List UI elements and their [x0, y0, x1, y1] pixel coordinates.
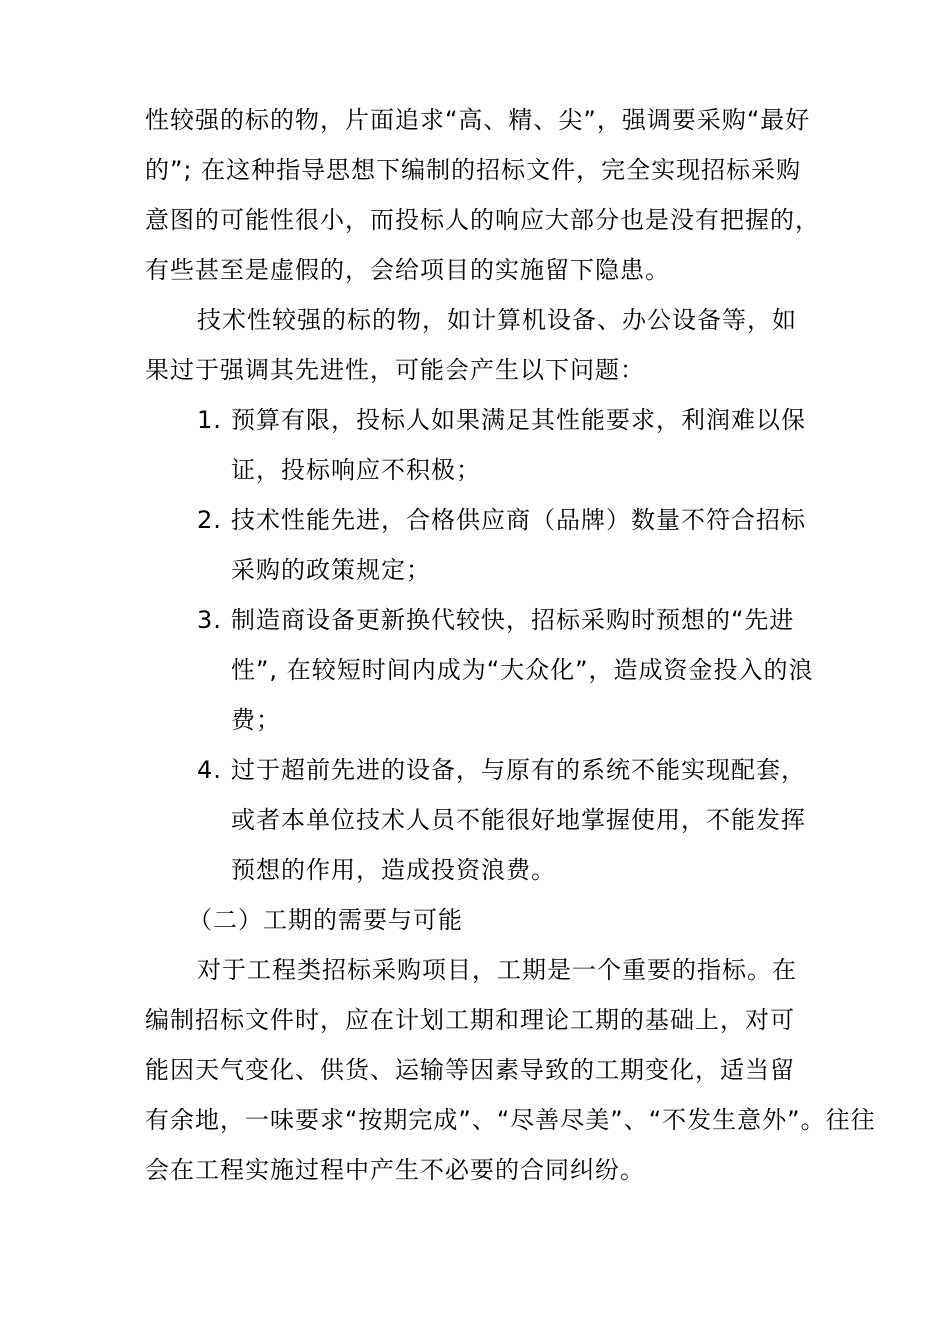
list-item-line: 过于超前先进的设备，与原有的系统不能实现配套，	[231, 756, 806, 784]
list-item-line: 预算有限，投标人如果满足其性能要求，利润难以保	[231, 406, 806, 434]
list-item-line: 预想的作用，造成投资浪费。	[231, 856, 556, 884]
list-item-number: 4.	[197, 756, 222, 784]
list-item-line: 费；	[231, 706, 281, 734]
list-item-line: 采购的政策规定；	[231, 556, 431, 584]
list-item-line: 或者本单位技术人员不能很好地掌握使用，不能发挥	[231, 806, 806, 834]
list-item-line: 技术性能先进，合格供应商（品牌）数量不符合招标	[231, 506, 806, 534]
section-heading: （二）工期的需要与可能	[188, 906, 463, 934]
paragraph-line: 技术性较强的标的物，如计算机设备、办公设备等，如	[197, 306, 797, 334]
paragraph-line: 性较强的标的物，片面追求“高、精、尖”，强调要采购“最好	[145, 106, 811, 134]
list-item-number: 1.	[197, 406, 222, 434]
paragraph-line: 会在工程实施过程中产生不必要的合同纠纷。	[145, 1156, 645, 1184]
paragraph-line: 有余地，一味要求“按期完成”、“尽善尽美”、“不发生意外”。往往	[145, 1106, 876, 1134]
paragraph-line: 有些甚至是虚假的，会给项目的实施留下隐患。	[145, 256, 670, 284]
list-item-line: 性”, 在较短时间内成为“大众化”，造成资金投入的浪	[231, 656, 814, 684]
paragraph-line: 意图的可能性很小，而投标人的响应大部分也是没有把握的，	[145, 206, 820, 234]
paragraph-line: 的”; 在这种指导思想下编制的招标文件，完全实现招标采购	[145, 156, 802, 184]
paragraph-line: 果过于强调其先进性，可能会产生以下问题：	[145, 356, 645, 384]
paragraph-line: 能因天气变化、供货、运输等因素导致的工期变化，适当留	[145, 1056, 795, 1084]
paragraph-line: 编制招标文件时，应在计划工期和理论工期的基础上，对可	[145, 1006, 795, 1034]
list-item-line: 证，投标响应不积极；	[231, 456, 481, 484]
list-item-number: 2.	[197, 506, 222, 534]
list-item-number: 3.	[197, 606, 222, 634]
paragraph-line: 对于工程类招标采购项目，工期是一个重要的指标。在	[197, 956, 797, 984]
list-item-line: 制造商设备更新换代较快，招标采购时预想的“先进	[231, 606, 795, 634]
